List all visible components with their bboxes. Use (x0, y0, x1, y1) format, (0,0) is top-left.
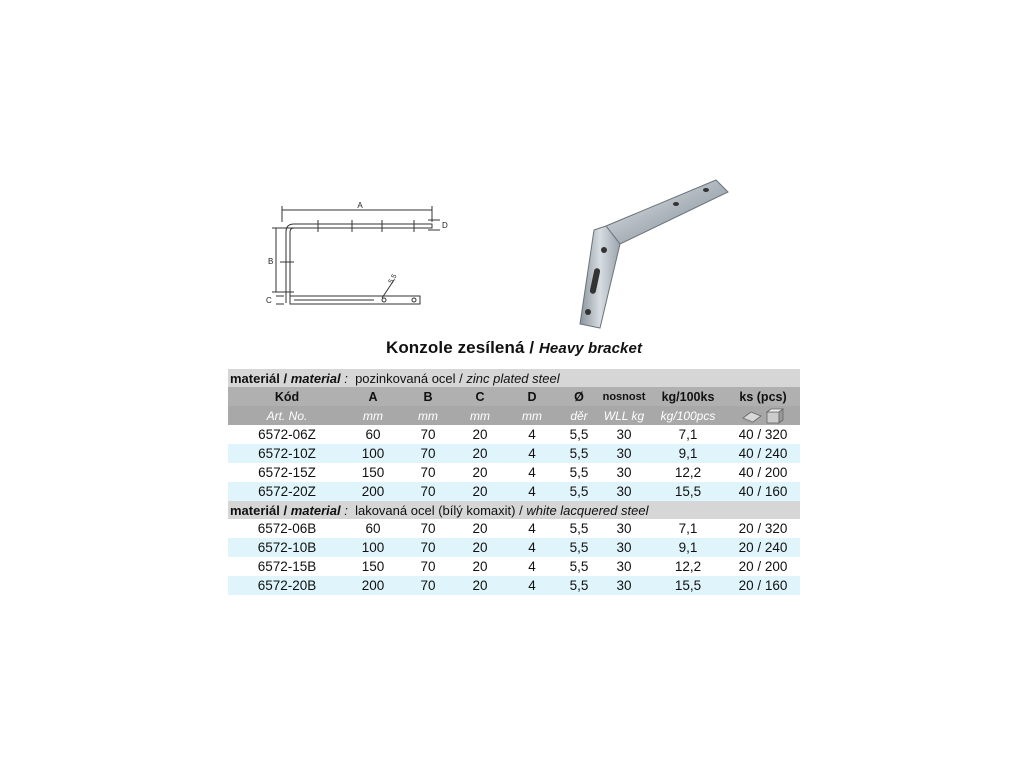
table-cell: 20 (456, 425, 504, 444)
table-cell: 70 (400, 576, 456, 595)
table-cell: 15,5 (650, 576, 726, 595)
table-cell: 30 (598, 538, 650, 557)
material-row-lacquered: materiál / material : lakovaná ocel (bílý komaxit) / white lacquered steel (228, 501, 800, 519)
table-cell: 5,5 (560, 557, 598, 576)
table-cell: 6572-06B (228, 519, 346, 538)
lacquered-rows (228, 519, 800, 595)
table-cell: 20 / 320 (726, 519, 800, 538)
table-cell: 5,5 (560, 444, 598, 463)
product-title (228, 338, 800, 358)
table-cell: 4 (504, 538, 560, 557)
table-cell: 70 (400, 425, 456, 444)
dimension-c-label: C (266, 296, 272, 305)
table-cell: 15,5 (650, 482, 726, 501)
table-row (228, 444, 800, 463)
header-units-row: Art. No. mm mm mm mm děr WLL kg kg/100pcs (228, 406, 800, 425)
table-cell: 30 (598, 463, 650, 482)
table-cell: 200 (346, 576, 400, 595)
table-cell: 30 (598, 519, 650, 538)
table-cell: 20 (456, 538, 504, 557)
table-cell: 5,5 (560, 463, 598, 482)
table-cell: 30 (598, 576, 650, 595)
table-cell: 4 (504, 444, 560, 463)
table-cell: 20 / 160 (726, 576, 800, 595)
table-cell: 6572-15Z (228, 463, 346, 482)
table-cell: 9,1 (650, 444, 726, 463)
table-row (228, 519, 800, 538)
table-cell: 60 (346, 425, 400, 444)
package-icons (726, 406, 800, 425)
table-cell: 5,5 (560, 538, 598, 557)
table-row (228, 557, 800, 576)
table-cell: 6572-20Z (228, 482, 346, 501)
table-cell: 20 / 240 (726, 538, 800, 557)
table-cell: 20 (456, 482, 504, 501)
table-cell: 20 (456, 576, 504, 595)
header-row: Kód A B C D Ø nosnost kg/100ks ks (pcs) (228, 387, 800, 406)
table-cell: 5,5 (560, 576, 598, 595)
table-cell: 70 (400, 538, 456, 557)
table-cell: 20 / 200 (726, 557, 800, 576)
table-cell: 40 / 320 (726, 425, 800, 444)
carton-icon (767, 409, 783, 423)
table-cell: 12,2 (650, 557, 726, 576)
table-cell: 200 (346, 482, 400, 501)
table-cell: 150 (346, 463, 400, 482)
table-cell: 100 (346, 444, 400, 463)
table-cell: 20 (456, 557, 504, 576)
table-cell: 5,5 (560, 425, 598, 444)
table-cell: 60 (346, 519, 400, 538)
table-cell: 30 (598, 425, 650, 444)
table-cell: 4 (504, 576, 560, 595)
table-cell: 7,1 (650, 425, 726, 444)
table-cell: 20 (456, 519, 504, 538)
table-row (228, 463, 800, 482)
table-cell: 7,1 (650, 519, 726, 538)
table-cell: 5,5 (560, 519, 598, 538)
table-cell: 20 (456, 444, 504, 463)
table-cell: 30 (598, 557, 650, 576)
dimension-b-label: B (268, 257, 274, 266)
table-cell: 4 (504, 519, 560, 538)
table-cell: 5,5 (560, 482, 598, 501)
hole-diameter-label: 5,5 (387, 273, 399, 285)
table-cell: 70 (400, 482, 456, 501)
spec-table (228, 369, 800, 595)
table-cell: 9,1 (650, 538, 726, 557)
table-cell: 6572-15B (228, 557, 346, 576)
table-cell: 30 (598, 444, 650, 463)
dimension-a-label: A (357, 201, 363, 210)
table-cell: 70 (400, 557, 456, 576)
table-row (228, 576, 800, 595)
title-cz: Konzole zesílená / (385, 338, 535, 357)
table-row (228, 538, 800, 557)
title-en: Heavy bracket (539, 340, 643, 357)
technical-drawing (264, 200, 464, 315)
table-cell: 150 (346, 557, 400, 576)
product-figures (228, 178, 800, 338)
table-cell: 4 (504, 557, 560, 576)
table-cell: 40 / 200 (726, 463, 800, 482)
bracket-photo (558, 178, 758, 338)
table-cell: 100 (346, 538, 400, 557)
table-cell: 40 / 240 (726, 444, 800, 463)
table-cell: 20 (456, 463, 504, 482)
table-cell: 4 (504, 425, 560, 444)
table-cell: 70 (400, 519, 456, 538)
zinc-rows (228, 425, 800, 501)
table-cell: 6572-20B (228, 576, 346, 595)
table-cell: 70 (400, 463, 456, 482)
table-cell: 12,2 (650, 463, 726, 482)
table-cell: 4 (504, 463, 560, 482)
table-cell: 30 (598, 482, 650, 501)
table-cell: 4 (504, 482, 560, 501)
table-cell: 40 / 160 (726, 482, 800, 501)
table-cell: 6572-10B (228, 538, 346, 557)
table-cell: 6572-06Z (228, 425, 346, 444)
table-cell: 6572-10Z (228, 444, 346, 463)
table-cell: 70 (400, 444, 456, 463)
box-icon (743, 412, 761, 424)
table-row (228, 425, 800, 444)
table-row (228, 482, 800, 501)
dimension-d-label: D (442, 221, 448, 230)
material-row-zinc: materiál / material : pozinkovaná ocel / zinc plated steel (228, 369, 800, 387)
